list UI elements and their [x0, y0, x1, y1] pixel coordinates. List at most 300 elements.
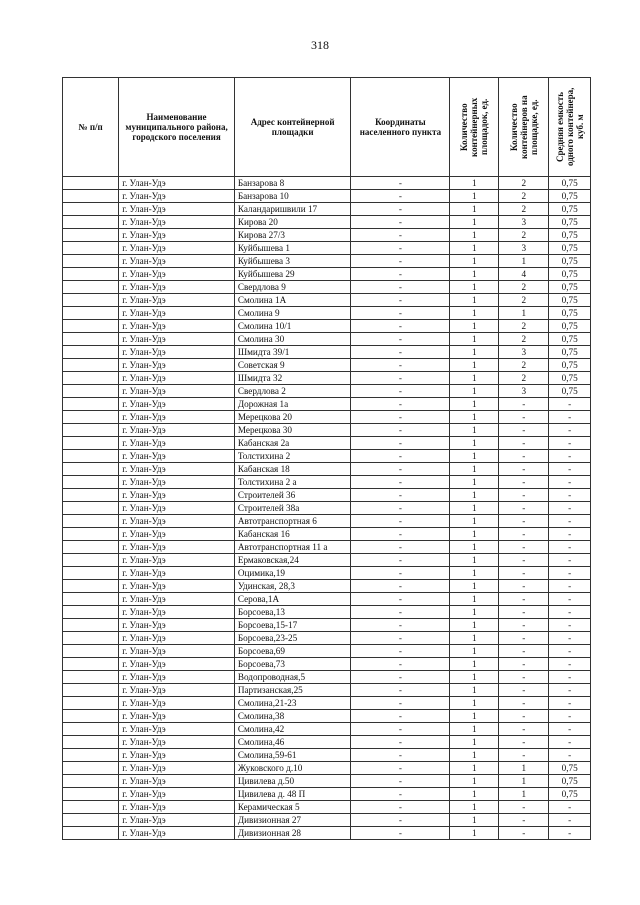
- cell-sites-count: 1: [450, 463, 499, 476]
- table-row: [63, 541, 591, 554]
- cell-num: [63, 424, 119, 437]
- cell-address: Удинская, 28,3: [234, 580, 351, 593]
- table-row: [63, 775, 591, 788]
- table-row: [63, 216, 591, 229]
- cell-containers-count: -: [499, 515, 549, 528]
- cell-district: г. Улан-Удэ: [119, 710, 235, 723]
- cell-address: Борсоева,73: [234, 658, 351, 671]
- cell-coords: -: [351, 606, 450, 619]
- table-row: [63, 190, 591, 203]
- cell-address: Керамическая 5: [234, 801, 351, 814]
- cell-address: Партизанская,25: [234, 684, 351, 697]
- header-containers-count: [499, 78, 549, 177]
- cell-address: Смолина,59-61: [234, 749, 351, 762]
- table-row: [63, 489, 591, 502]
- cell-coords: -: [351, 658, 450, 671]
- cell-containers-count: -: [499, 502, 549, 515]
- cell-containers-count: 1: [499, 788, 549, 801]
- cell-district: г. Улан-Удэ: [119, 632, 235, 645]
- cell-num: [63, 736, 119, 749]
- table-row: [63, 749, 591, 762]
- cell-sites-count: 1: [450, 424, 499, 437]
- cell-avg-volume: -: [549, 593, 591, 606]
- cell-coords: -: [351, 372, 450, 385]
- cell-avg-volume: -: [549, 502, 591, 515]
- cell-containers-count: -: [499, 645, 549, 658]
- cell-sites-count: 1: [450, 203, 499, 216]
- cell-avg-volume: -: [549, 528, 591, 541]
- cell-coords: -: [351, 801, 450, 814]
- cell-sites-count: 1: [450, 229, 499, 242]
- cell-coords: -: [351, 203, 450, 216]
- cell-num: [63, 619, 119, 632]
- cell-sites-count: 1: [450, 671, 499, 684]
- table-header: [63, 78, 591, 177]
- cell-sites-count: 1: [450, 749, 499, 762]
- cell-num: [63, 177, 119, 190]
- cell-num: [63, 541, 119, 554]
- cell-sites-count: 1: [450, 736, 499, 749]
- cell-district: г. Улан-Удэ: [119, 684, 235, 697]
- cell-district: г. Улан-Удэ: [119, 450, 235, 463]
- cell-avg-volume: -: [549, 580, 591, 593]
- cell-avg-volume: 0,75: [549, 762, 591, 775]
- table-row: [63, 814, 591, 827]
- cell-coords: -: [351, 385, 450, 398]
- cell-coords: -: [351, 567, 450, 580]
- cell-num: [63, 567, 119, 580]
- cell-num: [63, 801, 119, 814]
- cell-district: г. Улан-Удэ: [119, 385, 235, 398]
- cell-avg-volume: 0,75: [549, 333, 591, 346]
- header-district: Наименование муниципального района, городского поселения: [119, 78, 235, 177]
- cell-district: г. Улан-Удэ: [119, 619, 235, 632]
- cell-sites-count: 1: [450, 632, 499, 645]
- cell-coords: -: [351, 593, 450, 606]
- table-row: [63, 502, 591, 515]
- cell-district: г. Улан-Удэ: [119, 554, 235, 567]
- cell-avg-volume: 0,75: [549, 242, 591, 255]
- cell-coords: -: [351, 255, 450, 268]
- cell-num: [63, 320, 119, 333]
- cell-address: Куйбышева 1: [234, 242, 351, 255]
- cell-num: [63, 606, 119, 619]
- cell-coords: -: [351, 541, 450, 554]
- cell-num: [63, 723, 119, 736]
- table-row: [63, 294, 591, 307]
- cell-avg-volume: -: [549, 606, 591, 619]
- cell-avg-volume: -: [549, 658, 591, 671]
- cell-sites-count: 1: [450, 242, 499, 255]
- cell-address: Шмидта 32: [234, 372, 351, 385]
- cell-sites-count: 1: [450, 437, 499, 450]
- cell-coords: -: [351, 346, 450, 359]
- table-row: [63, 788, 591, 801]
- cell-coords: -: [351, 502, 450, 515]
- cell-avg-volume: -: [549, 684, 591, 697]
- cell-num: [63, 359, 119, 372]
- cell-address: Толстихина 2 а: [234, 476, 351, 489]
- cell-num: [63, 476, 119, 489]
- cell-num: [63, 398, 119, 411]
- cell-sites-count: 1: [450, 515, 499, 528]
- cell-containers-count: -: [499, 411, 549, 424]
- cell-avg-volume: 0,75: [549, 229, 591, 242]
- cell-address: Кабанская 16: [234, 528, 351, 541]
- cell-containers-count: -: [499, 424, 549, 437]
- cell-district: г. Улан-Удэ: [119, 281, 235, 294]
- cell-num: [63, 645, 119, 658]
- cell-coords: -: [351, 320, 450, 333]
- cell-coords: -: [351, 788, 450, 801]
- cell-district: г. Улан-Удэ: [119, 294, 235, 307]
- cell-containers-count: 2: [499, 372, 549, 385]
- cell-avg-volume: -: [549, 567, 591, 580]
- cell-containers-count: -: [499, 567, 549, 580]
- cell-num: [63, 203, 119, 216]
- cell-address: Дорожная 1а: [234, 398, 351, 411]
- cell-address: Смолина,46: [234, 736, 351, 749]
- cell-sites-count: 1: [450, 255, 499, 268]
- cell-containers-count: -: [499, 476, 549, 489]
- cell-address: Смолина 30: [234, 333, 351, 346]
- cell-coords: -: [351, 177, 450, 190]
- cell-avg-volume: 0,75: [549, 372, 591, 385]
- cell-sites-count: 1: [450, 489, 499, 502]
- cell-containers-count: 2: [499, 281, 549, 294]
- cell-num: [63, 242, 119, 255]
- cell-containers-count: -: [499, 658, 549, 671]
- cell-avg-volume: -: [549, 463, 591, 476]
- cell-address: Мерецкова 30: [234, 424, 351, 437]
- cell-containers-count: -: [499, 463, 549, 476]
- cell-district: г. Улан-Удэ: [119, 567, 235, 580]
- cell-address: Каландаришвили 17: [234, 203, 351, 216]
- header-sites-count: [450, 78, 499, 177]
- cell-coords: -: [351, 723, 450, 736]
- cell-avg-volume: 0,75: [549, 281, 591, 294]
- cell-containers-count: 3: [499, 385, 549, 398]
- cell-coords: -: [351, 281, 450, 294]
- cell-district: г. Улан-Удэ: [119, 398, 235, 411]
- cell-coords: -: [351, 411, 450, 424]
- table-row: [63, 697, 591, 710]
- cell-address: Строителей 36: [234, 489, 351, 502]
- cell-sites-count: 1: [450, 268, 499, 281]
- cell-coords: -: [351, 242, 450, 255]
- cell-district: г. Улан-Удэ: [119, 528, 235, 541]
- cell-sites-count: 1: [450, 359, 499, 372]
- cell-coords: -: [351, 554, 450, 567]
- cell-containers-count: 2: [499, 177, 549, 190]
- table-row: [63, 528, 591, 541]
- cell-address: Кирова 20: [234, 216, 351, 229]
- table-row: [63, 177, 591, 190]
- cell-district: г. Улан-Удэ: [119, 775, 235, 788]
- cell-coords: -: [351, 476, 450, 489]
- cell-sites-count: 1: [450, 658, 499, 671]
- cell-num: [63, 281, 119, 294]
- cell-address: Кабанская 2а: [234, 437, 351, 450]
- cell-avg-volume: 0,75: [549, 203, 591, 216]
- cell-num: [63, 762, 119, 775]
- cell-containers-count: -: [499, 489, 549, 502]
- cell-containers-count: -: [499, 749, 549, 762]
- cell-avg-volume: -: [549, 801, 591, 814]
- cell-containers-count: -: [499, 697, 549, 710]
- cell-containers-count: -: [499, 398, 549, 411]
- cell-sites-count: 1: [450, 281, 499, 294]
- cell-containers-count: 2: [499, 320, 549, 333]
- cell-sites-count: 1: [450, 320, 499, 333]
- cell-sites-count: 1: [450, 580, 499, 593]
- cell-num: [63, 827, 119, 840]
- page-number: 318: [311, 38, 329, 52]
- cell-avg-volume: -: [549, 398, 591, 411]
- cell-address: Борсоева,15-17: [234, 619, 351, 632]
- table-row: [63, 398, 591, 411]
- cell-avg-volume: -: [549, 645, 591, 658]
- cell-coords: -: [351, 814, 450, 827]
- header-num: № п/п: [63, 78, 119, 177]
- cell-containers-count: -: [499, 554, 549, 567]
- cell-district: г. Улан-Удэ: [119, 333, 235, 346]
- cell-sites-count: 1: [450, 723, 499, 736]
- table-row: [63, 606, 591, 619]
- cell-avg-volume: 0,75: [549, 255, 591, 268]
- cell-coords: -: [351, 697, 450, 710]
- table-row: [63, 463, 591, 476]
- cell-num: [63, 216, 119, 229]
- cell-num: [63, 333, 119, 346]
- cell-containers-count: 3: [499, 216, 549, 229]
- cell-district: г. Улан-Удэ: [119, 788, 235, 801]
- cell-avg-volume: 0,75: [549, 359, 591, 372]
- table-row: [63, 580, 591, 593]
- cell-district: г. Улан-Удэ: [119, 658, 235, 671]
- cell-district: г. Улан-Удэ: [119, 723, 235, 736]
- cell-address: Борсоева,69: [234, 645, 351, 658]
- cell-sites-count: 1: [450, 346, 499, 359]
- cell-district: г. Улан-Удэ: [119, 437, 235, 450]
- cell-sites-count: 1: [450, 385, 499, 398]
- cell-district: г. Улан-Удэ: [119, 216, 235, 229]
- cell-coords: -: [351, 437, 450, 450]
- cell-sites-count: 1: [450, 593, 499, 606]
- cell-sites-count: 1: [450, 528, 499, 541]
- table-row: [63, 632, 591, 645]
- cell-num: [63, 268, 119, 281]
- cell-district: г. Улан-Удэ: [119, 203, 235, 216]
- table-row: [63, 346, 591, 359]
- table-row: [63, 437, 591, 450]
- table-row: [63, 229, 591, 242]
- cell-sites-count: 1: [450, 398, 499, 411]
- cell-avg-volume: 0,75: [549, 190, 591, 203]
- cell-address: Банзарова 8: [234, 177, 351, 190]
- cell-avg-volume: 0,75: [549, 307, 591, 320]
- cell-address: Шмидта 39/1: [234, 346, 351, 359]
- cell-coords: -: [351, 619, 450, 632]
- cell-district: г. Улан-Удэ: [119, 229, 235, 242]
- cell-num: [63, 307, 119, 320]
- cell-address: Жуковского д.10: [234, 762, 351, 775]
- cell-coords: -: [351, 359, 450, 372]
- cell-avg-volume: -: [549, 710, 591, 723]
- table-row: [63, 515, 591, 528]
- cell-containers-count: -: [499, 593, 549, 606]
- table-row: [63, 827, 591, 840]
- cell-containers-count: -: [499, 684, 549, 697]
- cell-num: [63, 554, 119, 567]
- cell-containers-count: -: [499, 671, 549, 684]
- cell-avg-volume: -: [549, 437, 591, 450]
- cell-coords: -: [351, 762, 450, 775]
- cell-coords: -: [351, 749, 450, 762]
- cell-address: Водопроводная,5: [234, 671, 351, 684]
- cell-avg-volume: -: [549, 736, 591, 749]
- cell-avg-volume: -: [549, 541, 591, 554]
- cell-district: г. Улан-Удэ: [119, 255, 235, 268]
- cell-sites-count: 1: [450, 567, 499, 580]
- table-row: [63, 281, 591, 294]
- cell-avg-volume: -: [549, 619, 591, 632]
- cell-sites-count: 1: [450, 775, 499, 788]
- cell-containers-count: -: [499, 801, 549, 814]
- table-row: [63, 593, 591, 606]
- cell-district: г. Улан-Удэ: [119, 476, 235, 489]
- cell-num: [63, 502, 119, 515]
- cell-num: [63, 411, 119, 424]
- table-row: [63, 320, 591, 333]
- cell-address: Смолина,38: [234, 710, 351, 723]
- cell-num: [63, 710, 119, 723]
- cell-sites-count: 1: [450, 307, 499, 320]
- cell-containers-count: 2: [499, 359, 549, 372]
- cell-sites-count: 1: [450, 710, 499, 723]
- cell-district: г. Улан-Удэ: [119, 177, 235, 190]
- cell-containers-count: 3: [499, 242, 549, 255]
- cell-address: Банзарова 10: [234, 190, 351, 203]
- cell-district: г. Улан-Удэ: [119, 736, 235, 749]
- cell-address: Цивилева д.50: [234, 775, 351, 788]
- cell-coords: -: [351, 684, 450, 697]
- cell-district: г. Улан-Удэ: [119, 502, 235, 515]
- cell-coords: -: [351, 229, 450, 242]
- table-row: [63, 424, 591, 437]
- cell-containers-count: -: [499, 450, 549, 463]
- cell-containers-count: -: [499, 619, 549, 632]
- cell-sites-count: 1: [450, 372, 499, 385]
- cell-sites-count: 1: [450, 476, 499, 489]
- table-body: [63, 177, 591, 840]
- cell-coords: -: [351, 190, 450, 203]
- cell-district: г. Улан-Удэ: [119, 580, 235, 593]
- cell-num: [63, 697, 119, 710]
- cell-num: [63, 580, 119, 593]
- cell-num: [63, 229, 119, 242]
- cell-address: Автотранспортная 6: [234, 515, 351, 528]
- cell-avg-volume: -: [549, 424, 591, 437]
- cell-containers-count: -: [499, 710, 549, 723]
- cell-containers-count: -: [499, 580, 549, 593]
- cell-avg-volume: -: [549, 814, 591, 827]
- cell-district: г. Улан-Удэ: [119, 359, 235, 372]
- cell-coords: -: [351, 450, 450, 463]
- cell-sites-count: 1: [450, 190, 499, 203]
- cell-district: г. Улан-Удэ: [119, 593, 235, 606]
- table-row: [63, 736, 591, 749]
- cell-district: г. Улан-Удэ: [119, 762, 235, 775]
- header-address: Адрес контейнерной площадки: [234, 78, 351, 177]
- cell-coords: -: [351, 424, 450, 437]
- cell-district: г. Улан-Удэ: [119, 372, 235, 385]
- table-row: [63, 658, 591, 671]
- cell-sites-count: 1: [450, 177, 499, 190]
- cell-coords: -: [351, 307, 450, 320]
- cell-num: [63, 385, 119, 398]
- cell-coords: -: [351, 632, 450, 645]
- cell-district: г. Улан-Удэ: [119, 489, 235, 502]
- container-sites-table: [62, 77, 591, 840]
- cell-containers-count: 3: [499, 346, 549, 359]
- cell-address: Серова,1А: [234, 593, 351, 606]
- cell-num: [63, 190, 119, 203]
- table-row: [63, 242, 591, 255]
- table-row: [63, 619, 591, 632]
- cell-district: г. Улан-Удэ: [119, 697, 235, 710]
- cell-num: [63, 515, 119, 528]
- cell-avg-volume: 0,75: [549, 320, 591, 333]
- cell-district: г. Улан-Удэ: [119, 320, 235, 333]
- cell-num: [63, 749, 119, 762]
- cell-avg-volume: 0,75: [549, 268, 591, 281]
- cell-avg-volume: -: [549, 450, 591, 463]
- cell-coords: -: [351, 736, 450, 749]
- cell-address: Мерецкова 20: [234, 411, 351, 424]
- cell-coords: -: [351, 515, 450, 528]
- cell-sites-count: 1: [450, 619, 499, 632]
- table-row: [63, 203, 591, 216]
- cell-sites-count: 1: [450, 541, 499, 554]
- cell-num: [63, 255, 119, 268]
- cell-address: Смолина 9: [234, 307, 351, 320]
- cell-address: Ермаковская,24: [234, 554, 351, 567]
- cell-district: г. Улан-Удэ: [119, 749, 235, 762]
- cell-coords: -: [351, 463, 450, 476]
- table-row: [63, 710, 591, 723]
- cell-avg-volume: 0,75: [549, 385, 591, 398]
- cell-containers-count: -: [499, 528, 549, 541]
- cell-district: г. Улан-Удэ: [119, 346, 235, 359]
- cell-num: [63, 450, 119, 463]
- cell-avg-volume: 0,75: [549, 775, 591, 788]
- cell-containers-count: 2: [499, 294, 549, 307]
- cell-num: [63, 463, 119, 476]
- cell-num: [63, 489, 119, 502]
- cell-address: Борсоева,23-25: [234, 632, 351, 645]
- cell-num: [63, 632, 119, 645]
- cell-avg-volume: 0,75: [549, 788, 591, 801]
- cell-sites-count: 1: [450, 294, 499, 307]
- table-row: [63, 567, 591, 580]
- cell-containers-count: -: [499, 827, 549, 840]
- cell-num: [63, 294, 119, 307]
- cell-coords: -: [351, 294, 450, 307]
- cell-containers-count: -: [499, 736, 549, 749]
- cell-num: [63, 684, 119, 697]
- cell-containers-count: 2: [499, 190, 549, 203]
